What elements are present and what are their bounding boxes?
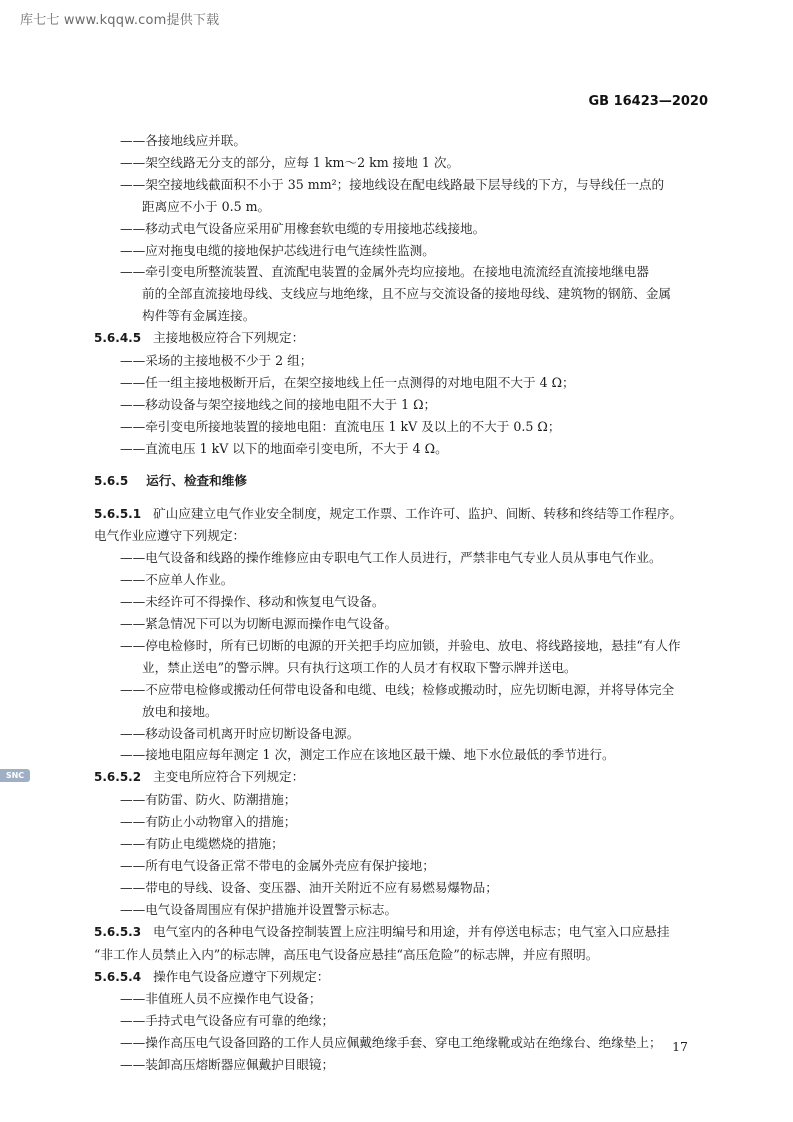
clause-text: 矿山应建立电气作业安全制度，规定工作票、工作许可、监护、间断、转移和终结等工作程序。 [153,505,683,521]
text-line: ——直流电压 1 kV 以下的地面牵引变电所，不大于 4 Ω。 [120,440,448,456]
text-line: ——移动设备与架空接地线之间的接地电阻不大于 1 Ω； [120,396,437,412]
text-line: 前的全部直流接地母线、支线应与地绝缘，且不应与交流设备的接地母线、建筑物的钢筋、金属 [142,286,671,302]
clause-text: 电气室内的各种电气设备控制装置上应注明编号和用途，并有停送电标志；电气室入口应悬挂 [153,923,670,939]
clause-text: 主变电所应符合下列规定： [153,769,305,785]
clause-5-6-4-5 [94,327,714,350]
text-line: ——操作高压电气设备回路的工作人员应佩戴绝缘手套、穿电工绝缘靴或站在绝缘台、绝缘垫上； [120,1035,662,1051]
text-line: 业，禁止送电”的警示牌。只有执行这项工作的人员才有权取下警示牌并送电。 [142,659,577,675]
clause-number: 5.6.5.1 [94,506,142,521]
standard-code: GB 16423—2020 [588,94,708,109]
text-line: ——带电的导线、设备、变压器、油开关附近不应有易燃易爆物品； [120,879,498,895]
text-line: ——任一组主接地极断开后，在架空接地线上任一点测得的对地电阻不大于 4 Ω； [120,374,575,390]
clause-5-6-5-4 [94,966,714,989]
text-line: 距离应不小于 0.5 m。 [142,198,271,214]
text-line: ——有防止小动物窜入的措施； [120,814,297,830]
text-line: ——接地电阻应每年测定 1 次，测定工作应在该地区最干燥、地下水位最低的季节进行。 [120,747,615,763]
clause-number: 5.6.4.5 [94,331,142,346]
section-number: 5.6.5 [94,473,129,488]
text-line: ——有防止电缆燃烧的措施； [120,836,284,852]
text-line: ——架空线路无分支的部分，应每 1 km～2 km 接地 1 次。 [120,154,460,170]
document-body [94,130,714,1076]
clause-5-6-5-3 [94,921,714,944]
side-stamp-logo: SNC [0,769,30,782]
text-line: ——牵引变电所整流装置、直流配电装置的金属外壳均应接地。在接地电流流经直流接地继电器 [120,264,649,280]
text-line: ——非值班人员不应操作电气设备； [120,991,322,1007]
text-line: ——应对拖曳电缆的接地保护芯线进行电气连续性监测。 [120,242,435,258]
section-heading-5-6-5 [94,470,714,493]
clause-number: 5.6.5.4 [94,969,142,984]
text-line: ——不应单人作业。 [120,572,234,588]
text-line: ——紧急情况下可以为切断电源而操作电气设备。 [120,616,398,632]
clause-text: 操作电气设备应遵守下列规定： [153,968,330,984]
text-line: 电气作业应遵守下列规定： [94,528,246,544]
text-line: ——电气设备周围应有保护措施并设置警示标志。 [120,901,398,917]
page-number: 17 [672,1039,688,1054]
text-line: ——架空接地线截面积不小于 35 mm²；接地线设在配电线路最下层导线的下方，与导线任一点的 [120,176,665,192]
clause-5-6-5-1 [94,503,714,526]
text-line: ——所有电气设备正常不带电的金属外壳应有保护接地； [120,858,435,873]
text-line: ——移动设备司机离开时应切断设备电源。 [120,725,360,741]
text-line: ——电气设备和线路的操作维修应由专职电气工作人员进行，严禁非电气专业人员从事电气作业。 [120,550,662,566]
clause-5-6-5-2 [94,766,714,789]
watermark-text: 库七七 www.kqqw.com提供下载 [20,13,220,28]
section-title: 运行、检查和维修 [146,472,247,488]
text-line: ——未经许可不得操作、移动和恢复电气设备。 [120,594,385,610]
text-line: ——有防雷、防火、防潮措施； [120,792,297,808]
text-line: ——停电检修时，所有已切断的电源的开关把手均应加锁，并验电、放电、将线路接地，悬挂“有人作 [120,637,681,653]
text-line: ——采场的主接地极不少于 2 组； [120,353,313,369]
text-line: “非工作人员禁止入内”的标志牌，高压电气设备应悬挂“高压危险”的标志牌，并应有照明。 [94,946,599,962]
text-line: ——手持式电气设备应有可靠的绝缘； [120,1013,335,1029]
clause-number: 5.6.5.2 [94,770,142,785]
text-line: ——移动式电气设备应采用矿用橡套软电缆的专用接地芯线接地。 [120,220,486,236]
clause-text: 主接地极应符合下列规定： [153,330,305,346]
text-line: ——牵引变电所接地装置的接地电阻：直流电压 1 kV 及以上的不大于 0.5 Ω； [120,418,561,434]
clause-number: 5.6.5.3 [94,924,142,939]
text-line: ——装卸高压熔断器应佩戴护目眼镜； [120,1057,335,1073]
text-line: ——各接地线应并联。 [120,133,246,148]
text-line: ——不应带电检修或搬动任何带电设备和电缆、电线；检修或搬动时，应先切断电源，并将导体完全 [120,681,675,697]
text-line: 构件等有金属连接。 [142,308,256,324]
text-line: 放电和接地。 [142,703,218,719]
